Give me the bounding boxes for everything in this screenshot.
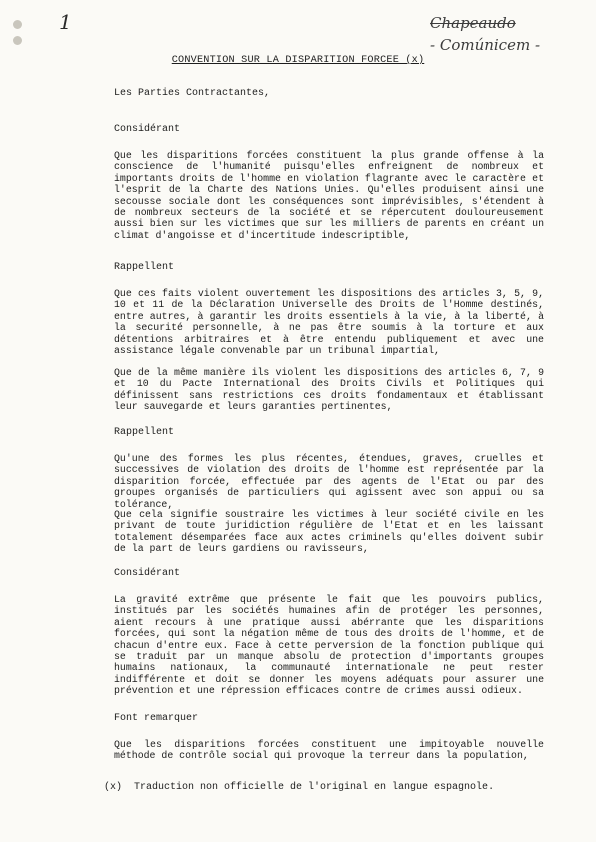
handwritten-line: Chapeaudo xyxy=(430,14,516,32)
paragraph: Que les disparitions forcées constituent une impitoyable nouvelle méthode de contrôle social qui provoque la terreur dans la population, xyxy=(114,739,544,762)
paragraph: Que les disparitions forcées constituent la plus grande offense à la conscience de l'humanité puisqu'elles enfreignent de nombreux et importants droits de l'homme en violation flagrante avec le caractère et l'esprit de la Charte des Nations Unies. Qu'elles produisent ainsi une secousse sociale dont les conséquences sont imprévisibles, s'étendent à de nombreux secteurs de la société et se répercutent douloureusement aussi bien sur les victimes que sur les milliers de parents en créant un climat d'angoisse et d'incertitude indescriptible, xyxy=(114,150,544,241)
page-number: 1 xyxy=(59,10,72,34)
paragraph: La gravité extrême que présente le fait que les pouvoirs publics, institués par les sociétés humaines afin de protéger les personnes, aient recours à une pratique aussi abérrante que les disparitions forcées, qui sont la négation même de tous des droits de l'homme, et de chacun d'entre eux. Face à cette perversion de la fonction publique qui se traduit par un manque absolu de protection d'importants groupes humains nationaux, la communauté internationale ne peut rester indifférente et doit se donner les moyens adéquats pour assurer une prévention et une répression efficaces contre de crimes aussi odieux. xyxy=(114,594,544,697)
paragraph: Qu'une des formes les plus récentes, étendues, graves, cruelles et successives de violation des droits de l'homme est représentée par la disparition forcée, effectuée par des agents de l'Etat ou par des groupes organisés de particuliers qui agissent avec son appui ou sa tolérance, xyxy=(114,453,544,510)
section-heading: Rappellent xyxy=(114,427,175,438)
handwritten-note xyxy=(430,12,580,56)
section-heading: Rappellent xyxy=(114,262,175,273)
section-heading: Considérant xyxy=(114,568,181,579)
paragraph: Que cela signifie soustraire les victimes à leur société civile en les privant de toute juridiction régulière de l'Etat et en les laissant totalement désemparées face aux actes criminels qu'elles doivent subir de la part de leurs gardiens ou ravisseurs, xyxy=(114,509,544,555)
salutation: Les Parties Contractantes, xyxy=(114,88,271,99)
handwritten-line: - Comúnicem - xyxy=(430,36,541,54)
section-heading: Font remarquer xyxy=(114,713,199,724)
document-title: CONVENTION SUR LA DISPARITION FORCEE (x) xyxy=(171,55,425,66)
section-heading: Considérant xyxy=(114,124,181,135)
punch-hole xyxy=(13,20,22,29)
punch-hole xyxy=(13,36,22,45)
footnote: (x) Traduction non officielle de l'original en langue espagnole. xyxy=(104,782,495,793)
paragraph: Que de la même manière ils violent les dispositions des articles 6, 7, 9 et 10 du Pacte International des Droits Civils et Politiques qui définissent sans restrictions ces droits fondamentaux et établissant leur sauvegarde et leurs garanties pertinentes, xyxy=(114,367,544,413)
paragraph: Que ces faits violent ouvertement les dispositions des articles 3, 5, 9, 10 et 11 de la Déclaration Universelle des Droits de l'Homme destinés, entre autres, à garantir les droits essentiels à la vie, à la liberté, à la securité personnelle, à ne pas être soumis à la torture et aux détentions arbitraires et à être entendu publiquement et avec une assistance légale convenable par un tribunal impartial, xyxy=(114,288,544,357)
